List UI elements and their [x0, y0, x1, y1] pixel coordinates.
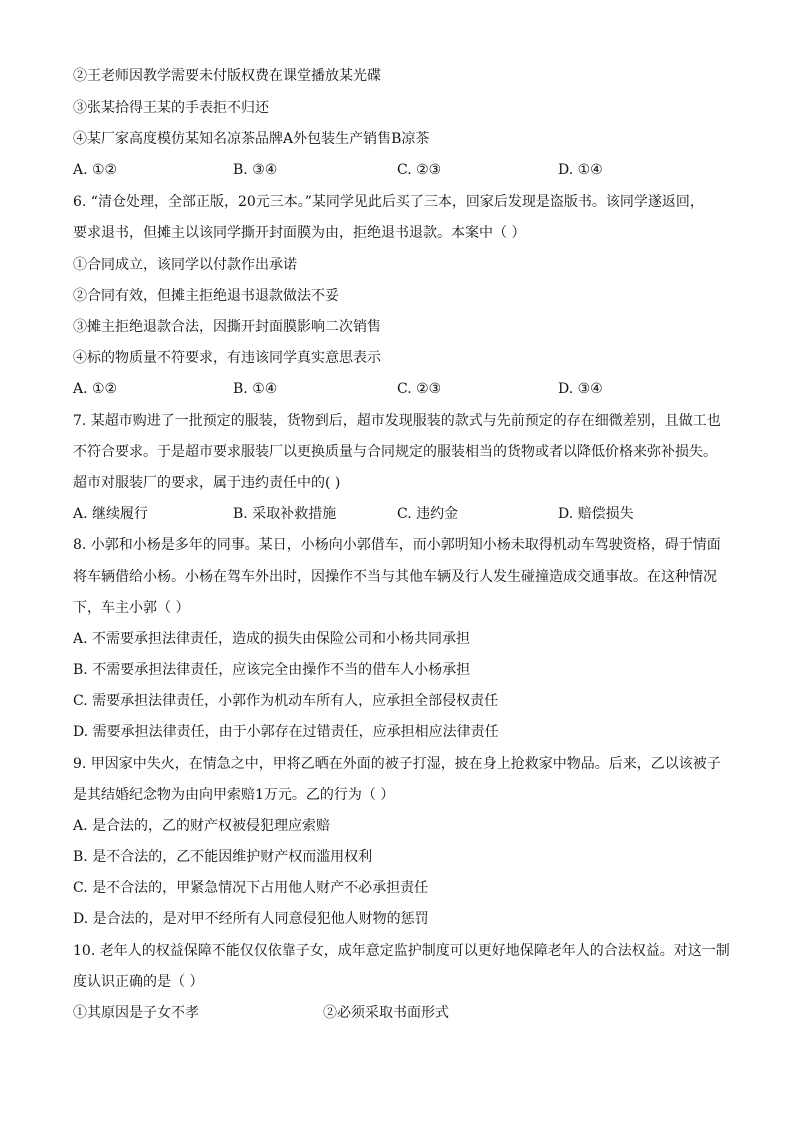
q7-stem-line-3: 超市对服装厂的要求，属于违约责任中的( ) [73, 475, 341, 491]
q8-option-d: D. 需要承担法律责任，由于小郭存在过错责任，应承担相应法律责任 [73, 724, 499, 740]
q6-item-2: ②合同有效，但摊主拒绝退书退款做法不妥 [73, 288, 339, 304]
q9-option-a: A. 是合法的，乙的财产权被侵犯理应索赔 [73, 818, 331, 834]
q6-option-b: B. ①④ [233, 381, 278, 397]
q8-option-a: A. 不需要承担法律责任，造成的损失由保险公司和小杨共同承担 [73, 631, 471, 647]
q5-item-4: ④某厂家高度模仿某知名凉茶品牌A外包装生产销售B凉茶 [73, 131, 430, 147]
q10-stem-line-1: 10. 老年人的权益保障不能仅仅依靠子女，成年意定监护制度可以更好地保障老年人的合法权益。对这一制 [73, 943, 730, 959]
q8-stem-line-2: 将车辆借给小杨。小杨在驾车外出时，因操作不当与其他车辆及行人发生碰撞造成交通事故。在这种情况 [73, 569, 717, 585]
q6-item-1: ①合同成立，该同学以付款作出承诺 [73, 257, 297, 273]
q6-option-c: C. ②③ [397, 381, 442, 397]
q9-stem-line-1: 9. 甲因家中失火，在情急之中，甲将乙晒在外面的被子打湿，披在身上抢救家中物品。后来，乙以该被子 [73, 756, 721, 772]
q9-option-d: D. 是合法的，是对甲不经所有人同意侵犯他人财物的惩罚 [73, 911, 429, 927]
q5-item-3: ③张某拾得王某的手表拒不归还 [73, 100, 269, 116]
q7-option-c: C. 违约金 [397, 506, 459, 522]
q6-item-3: ③摊主拒绝退款合法，因撕开封面膜影响二次销售 [73, 319, 381, 335]
q6-item-4: ④标的物质量不符要求，有违该同学真实意思表示 [73, 350, 381, 366]
q5-option-b: B. ③④ [233, 162, 278, 178]
q7-stem-line-1: 7. 某超市购进了一批预定的服装，货物到后，超市发现服装的款式与先前预定的存在细微差别，且做工也 [73, 413, 721, 429]
q5-option-d: D. ①④ [558, 162, 603, 178]
q9-stem-line-2: 是其结婚纪念物为由向甲索赔1万元。乙的行为（ ） [73, 787, 395, 803]
q8-stem-line-3: 下，车主小郭（ ） [73, 600, 190, 616]
q6-stem-line-2: 要求退书，但摊主以该同学撕开封面膜为由，拒绝退书退款。本案中（ ） [73, 225, 526, 241]
q9-option-b: B. 是不合法的，乙不能因维护财产权而滥用权利 [73, 849, 373, 865]
q5-option-c: C. ②③ [397, 162, 442, 178]
q10-item-1: ①其原因是子女不孝 [73, 1005, 199, 1021]
q5-option-a: A. ①② [73, 162, 118, 178]
q5-item-2: ②王老师因教学需要未付版权费在课堂播放某光碟 [73, 68, 381, 84]
q8-option-c: C. 需要承担法律责任，小郭作为机动车所有人，应承担全部侵权责任 [73, 693, 499, 709]
q6-stem-line-1: 6. “清仓处理，全部正版，20元三本。”某同学见此后买了三本，回家后发现是盗版书。该同学遂返回， [73, 194, 704, 210]
q6-option-d: D. ③④ [558, 381, 603, 397]
q10-item-2: ②必须采取书面形式 [323, 1005, 449, 1021]
q9-option-c: C. 是不合法的，甲紧急情况下占用他人财产不必承担责任 [73, 880, 429, 896]
q6-option-a: A. ①② [73, 381, 118, 397]
q8-stem-line-1: 8. 小郭和小杨是多年的同事。某日，小杨向小郭借车，而小郭明知小杨未取得机动车驾驶资格，碍于情面 [73, 537, 721, 553]
q8-option-b: B. 不需要承担法律责任，应该完全由操作不当的借车人小杨承担 [73, 662, 471, 678]
q10-stem-line-2: 度认识正确的是（ ） [73, 974, 204, 990]
q7-stem-line-2: 不符合要求。于是超市要求服装厂以更换质量与合同规定的服装相当的货物或者以降低价格来弥补损失。 [73, 444, 717, 460]
q7-option-a: A. 继续履行 [73, 506, 149, 522]
q7-option-d: D. 赔偿损失 [558, 506, 634, 522]
q7-option-b: B. 采取补救措施 [233, 506, 337, 522]
